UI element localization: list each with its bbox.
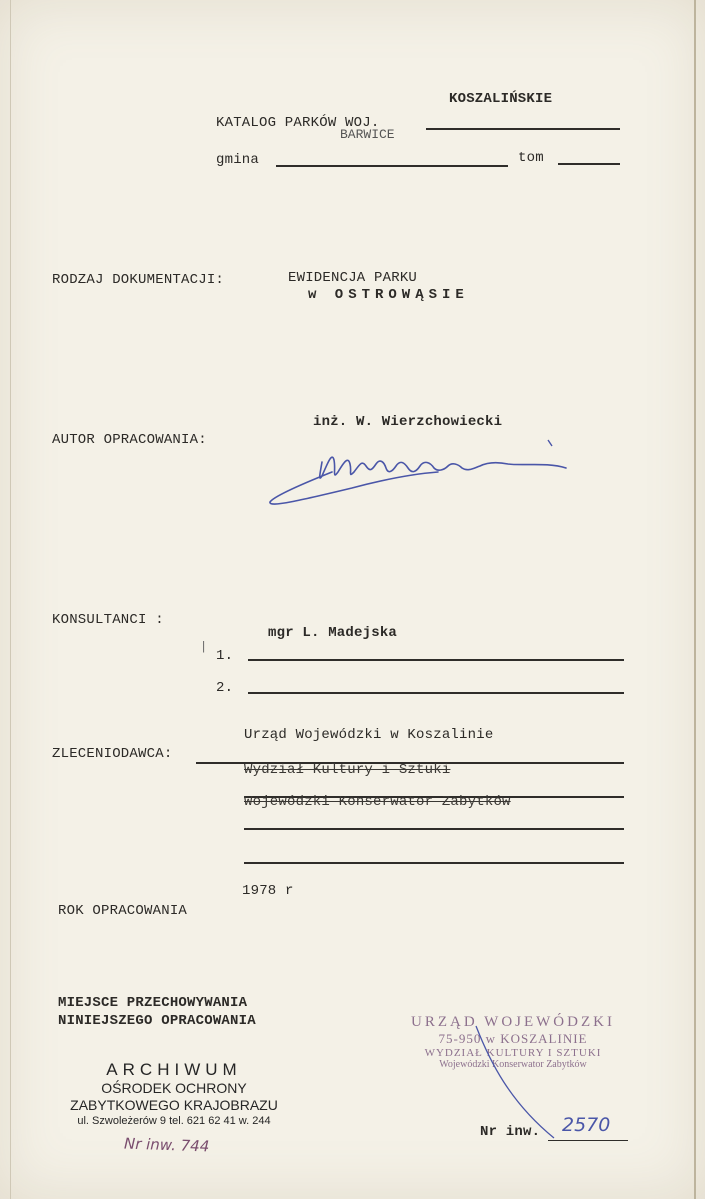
page-right-edge [694, 0, 696, 1199]
handwritten-inventory: Nr inw. 744 [123, 1134, 210, 1156]
consultant-item-1: 1. [216, 648, 234, 664]
volume-label: tom [518, 150, 544, 166]
office-stamp-line1: URZĄD WOJEWÓDZKI [411, 1014, 615, 1030]
archive-address: ul. Szwoleżerów 9 tel. 621 62 41 w. 244 [77, 1115, 271, 1127]
office-stamp-line4: Wojewódzki Konserwator Zabytków [439, 1059, 587, 1070]
author-signature [262, 432, 582, 512]
consultant-line-1 [248, 659, 624, 661]
inventory-value: 2570 [562, 1114, 611, 1136]
volume-line [558, 163, 620, 165]
consultant-item-2: 2. [216, 680, 234, 696]
archive-stamp [60, 1060, 288, 1129]
author-name: inż. W. Wierzchowiecki [313, 414, 503, 430]
year-value: 1978 r [242, 883, 294, 899]
page-left-edge [10, 0, 11, 1199]
inventory-label: Nr inw. [480, 1124, 541, 1140]
client-line-2: Wydział Kultury i Sztuki [244, 762, 451, 778]
year-label: ROK OPRACOWANIA [58, 903, 188, 919]
client-line-3: Wojewódzki Konserwator Zabytków [244, 794, 511, 810]
documentation-line1: EWIDENCJA PARKU [288, 270, 418, 286]
commune-label: gmina [216, 152, 260, 168]
archive-title: ARCHIWUM [106, 1060, 242, 1079]
voivodeship-line [426, 128, 620, 130]
storage-line1: MIEJSCE PRZECHOWYWANIA [58, 995, 248, 1011]
documentation-line2: w OSTROWĄSIE [308, 287, 469, 303]
commune-value: BARWICE [340, 127, 395, 142]
archive-line2: ZABYTKOWEGO KRAJOBRAZU [70, 1097, 278, 1113]
archive-line1: OŚRODEK OCHRONY [101, 1080, 247, 1096]
office-stamp-line2: 75-950 w KOSZALINIE [438, 1031, 588, 1046]
consultant-line-2 [248, 692, 624, 694]
consultant-name: mgr L. Madejska [268, 625, 398, 641]
commune-line [276, 165, 508, 167]
consultants-label: KONSULTANCI : [52, 612, 164, 628]
inventory-line [548, 1140, 628, 1141]
author-label: AUTOR OPRACOWANIA: [52, 432, 207, 448]
voivodeship-value: KOSZALIŃSKIE [449, 91, 553, 107]
client-label: ZLECENIODAWCA: [52, 746, 173, 762]
catalog-label: KATALOG PARKÓW WOJ. [216, 115, 380, 131]
documentation-label: RODZAJ DOKUMENTACJI: [52, 272, 225, 288]
storage-line2: NINIEJSZEGO OPRACOWANIA [58, 1013, 256, 1029]
office-stamp-line3: WYDZIAŁ KULTURY I SZTUKI [424, 1047, 602, 1059]
margin-tick: | [200, 640, 208, 654]
client-rule-3 [244, 828, 624, 830]
client-rule-4 [244, 862, 624, 864]
client-line-1: Urząd Wojewódzki w Koszalinie [244, 727, 494, 743]
